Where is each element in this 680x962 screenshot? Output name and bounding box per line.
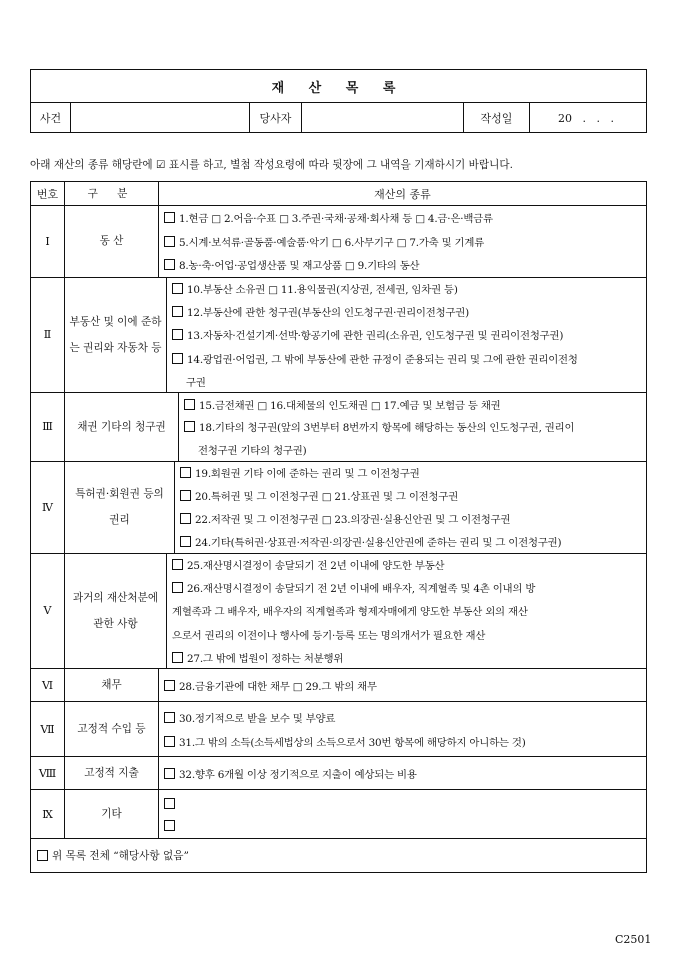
header-row [31,103,646,133]
checkbox[interactable] [164,259,175,270]
property-table [30,181,647,873]
row-number: Ⅵ [31,669,65,701]
table-row [31,789,646,838]
item-line-continued: 으로서 권리의 이전이나 행사에 등기·등록 또는 명의개서가 필요한 재산 [172,629,486,642]
checkbox[interactable] [172,353,183,364]
checkbox[interactable] [172,283,183,294]
row-category: 고정적 수입 등 [65,702,159,756]
row-number: Ⅴ [31,554,65,669]
checkbox[interactable] [172,306,183,317]
item-line: 20.특허권 및 그 이전청구권 □ 21.상표권 및 그 이전청구권 [180,484,646,508]
checkbox[interactable] [184,399,195,410]
checkbox[interactable] [164,680,175,691]
table-row [31,461,646,553]
row-number: Ⅲ [31,393,65,461]
checkbox[interactable] [172,559,183,570]
checkbox[interactable] [180,536,191,547]
col-types-header: 재산의 종류 [374,187,431,201]
checkbox[interactable] [180,513,191,524]
item-line: 5.시계·보석류·골동품·예술품·악기 □ 6.사무기구 □ 7.가축 및 기계류 [164,230,646,254]
checkbox[interactable] [172,329,183,340]
checkbox[interactable] [180,490,191,501]
item-line-continued: 구권 [186,376,206,389]
row-category: 기타 [65,790,159,838]
checkbox[interactable] [164,212,175,223]
row-category: 채무 [65,669,159,701]
item-line [164,792,646,814]
item-line: 15.금전채권 □ 16.대체물의 인도채권 □ 17.예금 및 보험금 등 채권 [184,393,646,415]
row-category: 동 산 [65,206,159,277]
item-line: 18.기타의 청구권(앞의 3번부터 8번까지 항목에 해당하는 동산의 인도청구권, 권리이 [184,415,646,439]
item-line: 8.농·축·어업·공업생산품 및 재고상품 □ 9.기타의 동산 [164,253,646,277]
row-category: 과거의 재산처분에 관한 사항 [65,554,167,669]
table-row [31,392,646,461]
item-line: 10.부동산 소유권 □ 11.용익물권(지상권, 전세권, 임차권 등) [172,278,646,300]
item-line: 27.그 밖에 법원이 정하는 처분행위 [172,646,646,668]
item-line: 30.정기적으로 받을 보수 및 부양료 [164,706,646,730]
party-field[interactable] [302,103,464,133]
table-row [31,668,646,701]
checkbox[interactable] [172,652,183,663]
row-number: Ⅸ [31,790,65,838]
item-line [164,814,646,836]
date-field[interactable]: 20 . . . [558,111,614,125]
case-field[interactable] [71,103,250,133]
table-row [31,701,646,756]
table-row [31,756,646,789]
col-no-header: 번호 [31,182,65,205]
checkbox[interactable] [164,236,175,247]
none-applicable-row [31,838,646,872]
row-category: 특허권·회원권 등의 권리 [65,462,175,553]
checkbox[interactable] [172,582,183,593]
item-line: 1.현금 □ 2.어음·수표 □ 3.주권·국채·공채·회사채 등 □ 4.금·은·백금류 [164,206,646,230]
row-number: Ⅰ [31,206,65,277]
instructions-text: 아래 재산의 종류 해당란에 ☑ 표시를 하고, 별첨 작성요령에 따라 뒷장에 그 내역을 기재하시기 바랍니다. [30,159,513,171]
none-applicable-label: 위 목록 전체 “해당사항 없음” [52,850,189,862]
checkbox[interactable] [164,712,175,723]
checkbox[interactable] [180,467,191,478]
item-line: 31.그 밖의 소득(소득세법상의 소득으로서 30번 항목에 해당하지 아니하는 것) [164,730,646,754]
col-category-header: 구 분 [65,182,159,205]
row-number: Ⅱ [31,278,65,393]
party-label: 당사자 [250,103,302,133]
header-box [30,69,647,133]
none-applicable-checkbox[interactable] [37,850,48,861]
item-line: 26.재산명시결정이 송달되기 전 2년 이내에 배우자, 직계혈족 및 4촌 이내의 방 [172,576,646,600]
date-label: 작성일 [464,103,530,133]
checkbox[interactable] [164,768,175,779]
item-line: 28.금융기관에 대한 채무 □ 29.그 밖의 채무 [164,674,377,696]
item-line: 24.기타(특허권·상표권·저작권·의장권·실용신안권에 준하는 권리 및 그 이전청구권) [180,531,646,553]
item-line: 32.향후 6개월 이상 정기적으로 지출이 예상되는 비용 [164,762,417,784]
item-line: 13.자동차·건설기계·선박·항공기에 관한 권리(소유권, 인도청구권 및 권리이전청구권) [172,323,646,347]
item-line-continued: 전청구권 기타의 청구권) [198,445,307,457]
item-line: 22.저작권 및 그 이전청구권 □ 23.의장권·실용신안권 및 그 이전청구권 [180,507,646,531]
row-number: Ⅳ [31,462,65,553]
row-category: 부동산 및 이에 준하는 권리와 자동차 등 [65,278,167,393]
table-row [31,553,646,669]
table-header-row [31,182,646,205]
row-category: 고정적 지출 [65,757,159,789]
table-row [31,277,646,393]
checkbox[interactable] [164,736,175,747]
item-line: 12.부동산에 관한 청구권(부동산의 인도청구권·권리이전청구권) [172,300,646,324]
table-row [31,205,646,277]
form-code: C2501 [615,933,652,946]
item-line: 19.회원권 기타 이에 준하는 권리 및 그 이전청구권 [180,462,646,484]
form-title: 재 산 목 록 [31,70,646,103]
case-label: 사건 [31,103,71,133]
item-line: 14.광업권·어업권, 그 밖에 부동산에 관한 규정이 준용되는 권리 및 그에 관한 권리이전청 [172,347,646,371]
checkbox[interactable] [164,798,175,809]
row-category: 채권 기타의 청구권 [65,393,179,461]
item-line: 25.재산명시결정이 송달되기 전 2년 이내에 양도한 부동산 [172,554,646,576]
row-number: Ⅶ [31,702,65,756]
checkbox[interactable] [184,421,195,432]
checkbox[interactable] [164,820,175,831]
item-line-continued: 계혈족과 그 배우자, 배우자의 직계혈족과 형제자매에게 양도한 부동산 외의 재산 [172,606,528,619]
row-number: Ⅷ [31,757,65,789]
